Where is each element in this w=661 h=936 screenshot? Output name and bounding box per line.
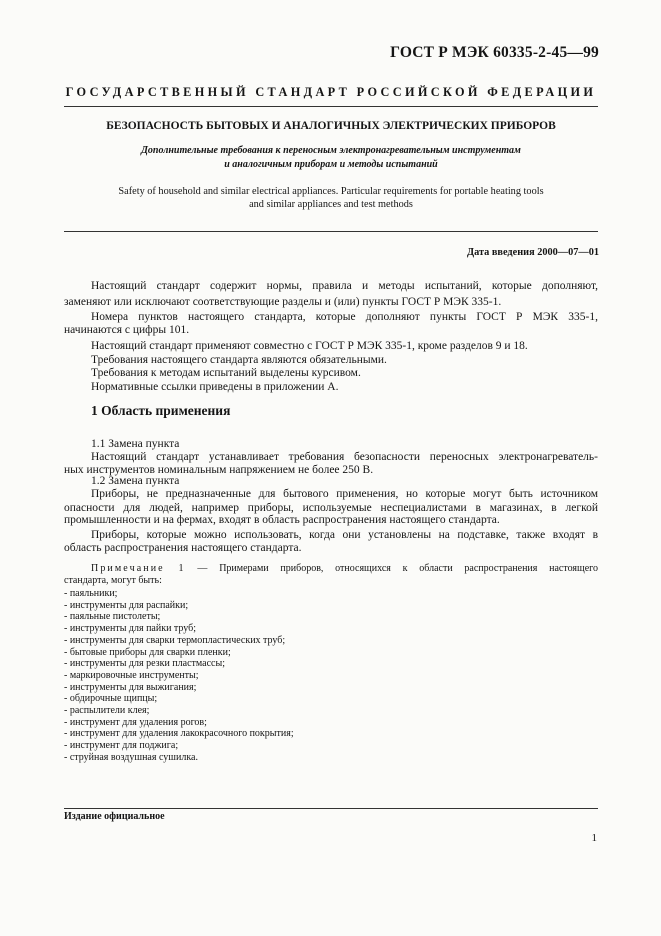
note-example-item: - инструмент для удаления лакокрасочного покрытия; <box>64 728 294 740</box>
clause-1-2-p2-line-2: область распространения настоящего стандарта. <box>64 542 302 554</box>
intro-paragraph-1-line-1: Настоящий стандарт содержит нормы, правила и методы испытаний, которые дополняют, <box>91 280 598 292</box>
note-text-line-1: — Примерами приборов, относящихся к области распространения настоящего <box>185 563 598 574</box>
note-example-item: - паяльные пистолеты; <box>64 611 161 623</box>
page-number: 1 <box>591 832 597 844</box>
note-label: Примечание 1 <box>91 563 186 574</box>
note-example-item: - бытовые приборы для сварки пленки; <box>64 646 231 658</box>
intro-paragraph-4: Требования настоящего стандарта являются обязательными. <box>91 354 387 366</box>
introduction-date: Дата введения 2000—07—01 <box>467 247 599 258</box>
note-example-item: - инструмент для поджига; <box>64 740 179 752</box>
title-rule <box>64 231 598 232</box>
clause-1-1-heading: 1.1 Замена пункта <box>91 438 180 450</box>
document-subtitle-ru-line-2: и аналогичным приборам и методы испытаний <box>224 159 438 170</box>
note-example-item: - инструменты для резки пластмассы; <box>64 658 225 670</box>
intro-paragraph-6: Нормативные ссылки приведены в приложении А. <box>91 381 339 393</box>
document-title-ru: БЕЗОПАСНОСТЬ БЫТОВЫХ И АНАЛОГИЧНЫХ ЭЛЕКТРИЧЕСКИХ ПРИБОРОВ <box>106 120 556 132</box>
intro-paragraph-5: Требования к методам испытаний выделены курсивом. <box>91 367 361 379</box>
clause-1-2-p1-line-1: Приборы, не предназначенные для бытового применения, но которые могут быть источником <box>91 488 598 500</box>
note-example-item: - инструменты для пайки труб; <box>64 623 197 635</box>
state-standard-heading: ГОСУДАРСТВЕННЫЙ СТАНДАРТ РОССИЙСКОЙ ФЕДЕРАЦИИ <box>65 85 597 99</box>
header-rule <box>64 106 598 107</box>
document-title-en-line-2: and similar appliances and test methods <box>249 199 413 210</box>
section-1-heading: 1 Область применения <box>91 403 231 418</box>
clause-1-2-p1-line-2: опасности для людей, например приборы, используемые неспециалистами в магазинах, в легкой <box>64 502 598 514</box>
note-example-item: - распылители клея; <box>64 705 150 717</box>
intro-paragraph-3: Настоящий стандарт применяют совместно с ГОСТ Р МЭК 335-1, кроме разделов 9 и 18. <box>91 340 528 352</box>
note-example-item: - маркировочные инструменты; <box>64 669 199 681</box>
clause-1-1-line-1: Настоящий стандарт устанавливает требования безопасности переносных электронагреватель- <box>91 451 598 463</box>
intro-paragraph-2-line-2: начинаются с цифры 101. <box>64 324 190 336</box>
note-example-item: - инструменты для распайки; <box>64 599 189 611</box>
note-text-line-2: стандарта, могут быть: <box>64 575 162 586</box>
intro-paragraph-1-line-2: заменяют или исключают соответствующие разделы и (или) пункты ГОСТ Р МЭК 335-1. <box>64 296 502 308</box>
note-example-item: - струйная воздушная сушилка. <box>64 751 198 763</box>
edition-label: Издание официальное <box>64 811 165 822</box>
note-example-item: - инструменты для выжигания; <box>64 681 197 693</box>
clause-1-2-heading: 1.2 Замена пункта <box>91 475 180 487</box>
clause-1-2-p1-line-3: промышленности и на фермах, входят в область распространения настоящего стандарта. <box>64 514 500 526</box>
document-code: ГОСТ Р МЭК 60335-2-45—99 <box>390 44 599 61</box>
intro-paragraph-2-line-1: Номера пунктов настоящего стандарта, которые дополняют пункты ГОСТ Р МЭК 335-1, <box>91 311 598 323</box>
note-example-item: - паяльники; <box>64 588 118 599</box>
document-subtitle-ru-line-1: Дополнительные требования к переносным электронагревательным инструментам <box>141 145 521 156</box>
document-title-en-line-1: Safety of household and similar electrical appliances. Particular requirements for portable heating tools <box>118 186 544 197</box>
note-examples-list <box>64 588 294 764</box>
note-example-item: - обдирочные щипцы; <box>64 693 158 705</box>
note-1-line-1 <box>91 563 598 574</box>
footer-rule <box>64 808 598 809</box>
note-example-item: - инструменты для сварки термопластических труб; <box>64 634 286 646</box>
clause-1-1-line-2: ных инструментов номинальным напряжением не более 250 В. <box>64 464 374 476</box>
note-example-item: - инструмент для удаления рогов; <box>64 716 207 728</box>
clause-1-2-p2-line-1: Приборы, которые можно использовать, когда они установлены на подставке, также входят в <box>91 529 598 541</box>
